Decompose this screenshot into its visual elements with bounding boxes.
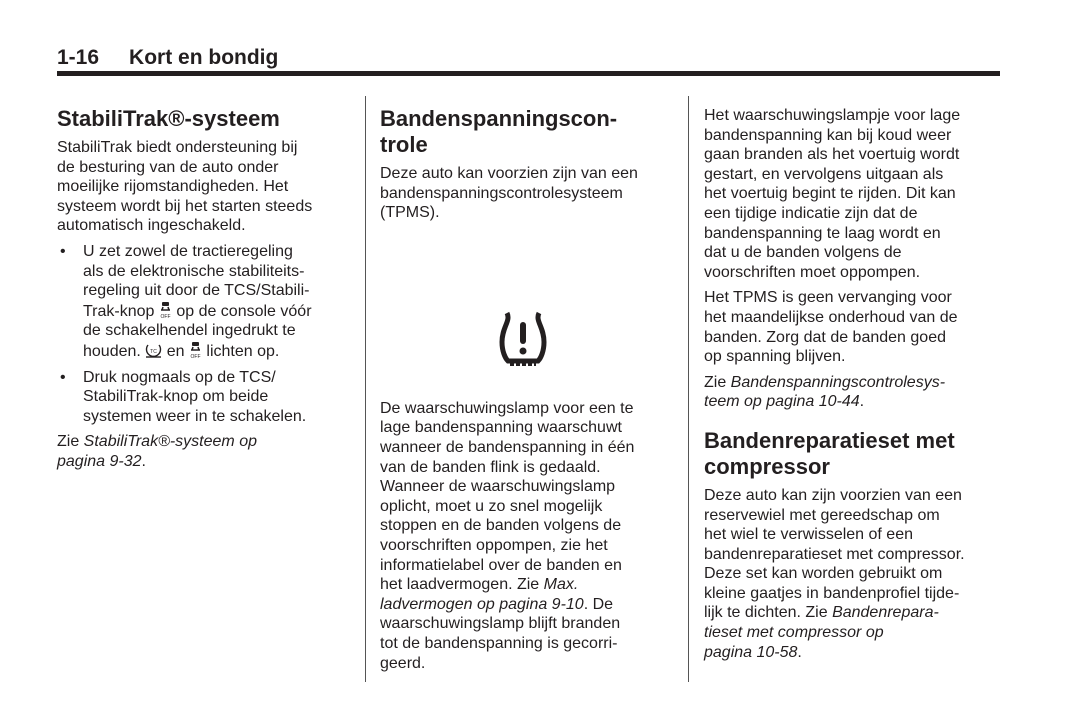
text: en (162, 342, 189, 360)
paragraph: StabiliTrak biedt ondersteuning bij de besturing van de auto onder moeilijke rijomstandigheden. Het systeem wordt bij het starten steeds automatisch ingeschakeld. (57, 139, 313, 235)
traction-control-icon (145, 342, 162, 359)
svg-text:OFF: OFF (190, 353, 201, 359)
header-rule (57, 71, 1000, 76)
column-right (704, 106, 1004, 668)
paragraph: Het waarschuwingslampje voor lage bandenspanning kan bij koud weer gaan branden als het voertuig wordt gestart, en vervolgens uitgaan als het voertuig begint te rijden. Dit kan een tijdige indicatie zijn dat de bandenspanning te laag wordt en dat u de banden volgens de voorschriften moet oppompen. (704, 107, 961, 281)
reference-link[interactable]: StabiliTrak®-systeem op pagina 9-32 (57, 433, 257, 470)
text: . De waarschuwingslamp blijft branden tot de bandenspanning is gecorri- geerd. (380, 595, 621, 672)
svg-text:TC: TC (150, 348, 158, 355)
reference-link[interactable]: Bandenspanningscontrolesys- teem op pagina 10-44 (704, 373, 946, 411)
text: Deze auto kan zijn voorzien van een reservewiel met gereedschap om het wiel te verwisselen of een bandenreparatieset met compressor. Deze set kan worden gebruikt om kleine gaatjes in bandenprofiel tijde- lijk te dichten. Zie (704, 486, 965, 622)
tire-pressure-warning-icon (498, 309, 548, 369)
text: Druk nogmaals op de TCS/ StabiliTrak-knop om beide systemen weer in te schakelen. (83, 368, 307, 425)
paragraph (380, 399, 680, 673)
text: . (859, 393, 865, 411)
page-header (57, 46, 278, 70)
chapter-title: Kort en bondig (129, 46, 279, 69)
cross-reference (57, 432, 357, 471)
reference-link[interactable]: Max. ladvermogen op pagina 9-10 (380, 576, 584, 613)
column-divider (365, 96, 366, 682)
section-heading: Bandenreparatieset met compressor (704, 427, 955, 479)
stabilitrak-off-icon (159, 301, 172, 319)
reference-link[interactable]: Bandenrepara- tieset met compressor op pagina 10-58 (704, 604, 939, 661)
section-heading: StabiliTrak®-systeem (57, 106, 280, 131)
text: . (141, 452, 146, 470)
bullet-item (57, 242, 357, 362)
cross-reference (704, 373, 1004, 412)
bullet-item (57, 368, 357, 427)
text: lichten op. (201, 342, 280, 360)
text: De waarschuwingslamp voor een te lage bandenspanning waarschuwt wanneer de bandenspanning in één van de banden flink is gedaald. Wanneer de waarschuwingslamp oplicht, moet u zo snel mogelijk stoppen en de banden volgens de voorschriften oppompen, zie het informatielabel over de banden en het laadvermogen. Zie (380, 399, 635, 594)
text: U zet zowel de tractieregeling als de elektronische stabiliteits- regeling uit door de TCS/Stabili- Trak-knop (83, 242, 310, 320)
column-tpms (380, 106, 680, 679)
column-divider (688, 96, 689, 682)
text: op de console vóór de schakelhendel ingedrukt te houden. (83, 302, 312, 360)
paragraph (704, 486, 1004, 662)
svg-text:OFF: OFF (160, 313, 171, 319)
bullet-marker: • (60, 368, 66, 386)
paragraph: Het TPMS is geen vervanging voor het maandelijkse onderhoud van de banden. Zorg dat de banden goed op spanning blijven. (704, 289, 958, 366)
text: Zie (57, 433, 84, 451)
section-heading: Bandenspanningscon- trole (380, 106, 618, 157)
text: Zie (704, 373, 731, 391)
stabilitrak-off-icon (189, 341, 202, 359)
bullet-marker: • (60, 242, 66, 260)
paragraph: Deze auto kan voorzien zijn van een bandenspanningscontrolesysteem (TPMS). (380, 165, 638, 222)
column-stabilitrak (57, 106, 357, 478)
text: . (797, 643, 802, 661)
page-number: 1-16 (57, 46, 100, 69)
